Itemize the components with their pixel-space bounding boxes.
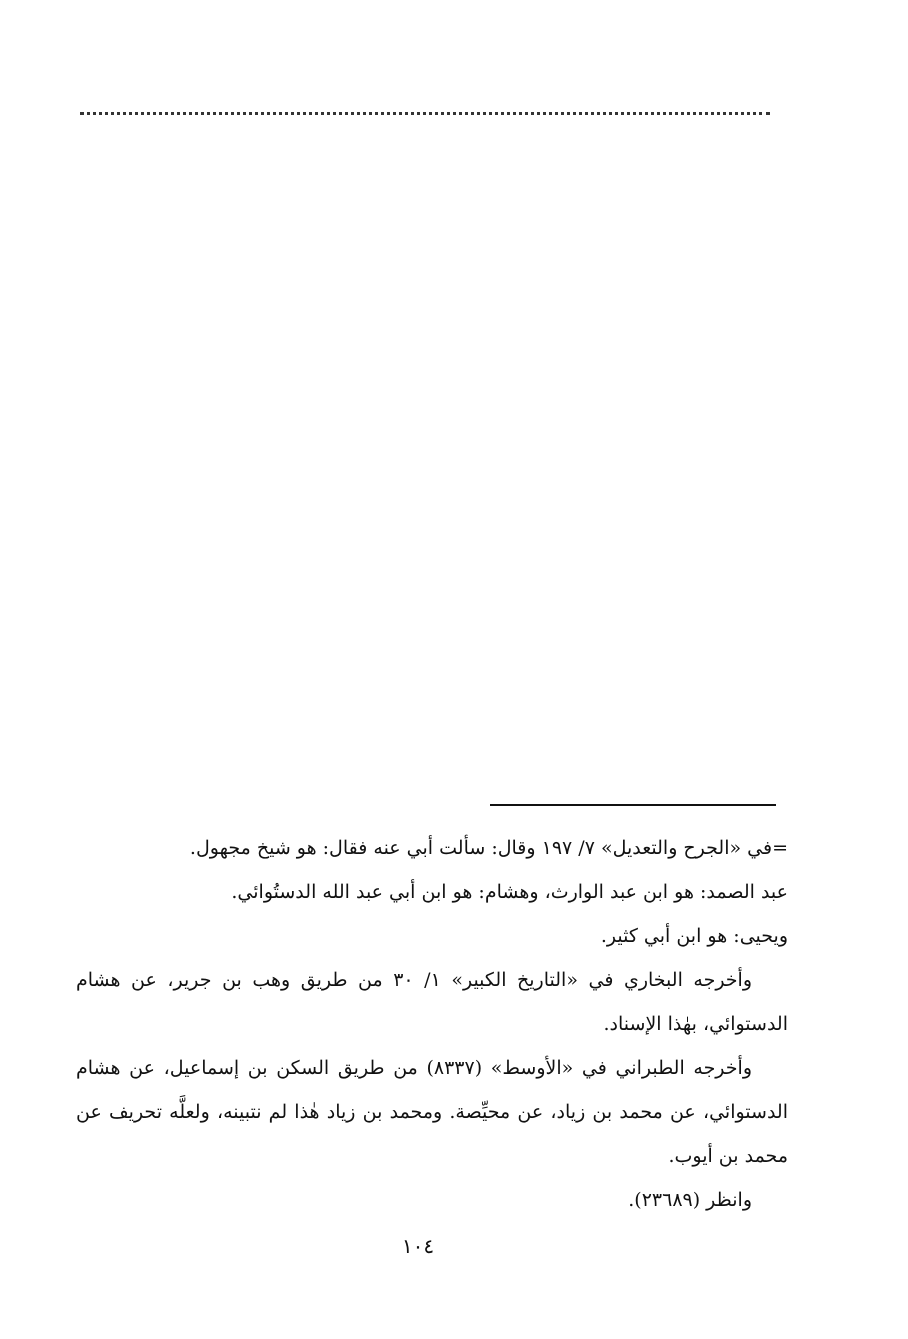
footnotes-block [76, 826, 788, 1222]
footnote-paragraph: ويحيى: هو ابن أبي كثير. [600, 925, 788, 947]
footnote-paragraph: وأخرجه الطبراني في «الأوسط» (٨٣٣٧) من طريق السكن بن إسماعيل، عن هشام الدستوائي، عن محمد بن زياد، عن محيِّصة. ومحمد بن زياد هٰذا لم نتبينه، ولعلَّه تحريف عن محمد بن أيوب. [76, 1057, 788, 1167]
footnote-separator-rule [490, 804, 776, 806]
footnote-paragraph: وأخرجه البخاري في «التاريخ الكبير» ١/ ٣٠ من طريق وهب بن جرير، عن هشام الدستوائي، بهٰذا الإسناد. [76, 969, 788, 1035]
dotted-separator [80, 112, 770, 115]
page-number: ١٠٤ [401, 1234, 435, 1258]
footnote-paragraph: وانظر (٢٣٦٨٩). [628, 1189, 752, 1211]
footnote-paragraph: عبد الصمد: هو ابن عبد الوارث، وهشام: هو ابن أبي عبد الله الدستُوائي. [231, 881, 788, 903]
footnote-paragraph: =في «الجرح والتعديل» ٧/ ١٩٧ وقال: سألت أبي عنه فقال: هو شيخ مجهول. [189, 837, 788, 859]
